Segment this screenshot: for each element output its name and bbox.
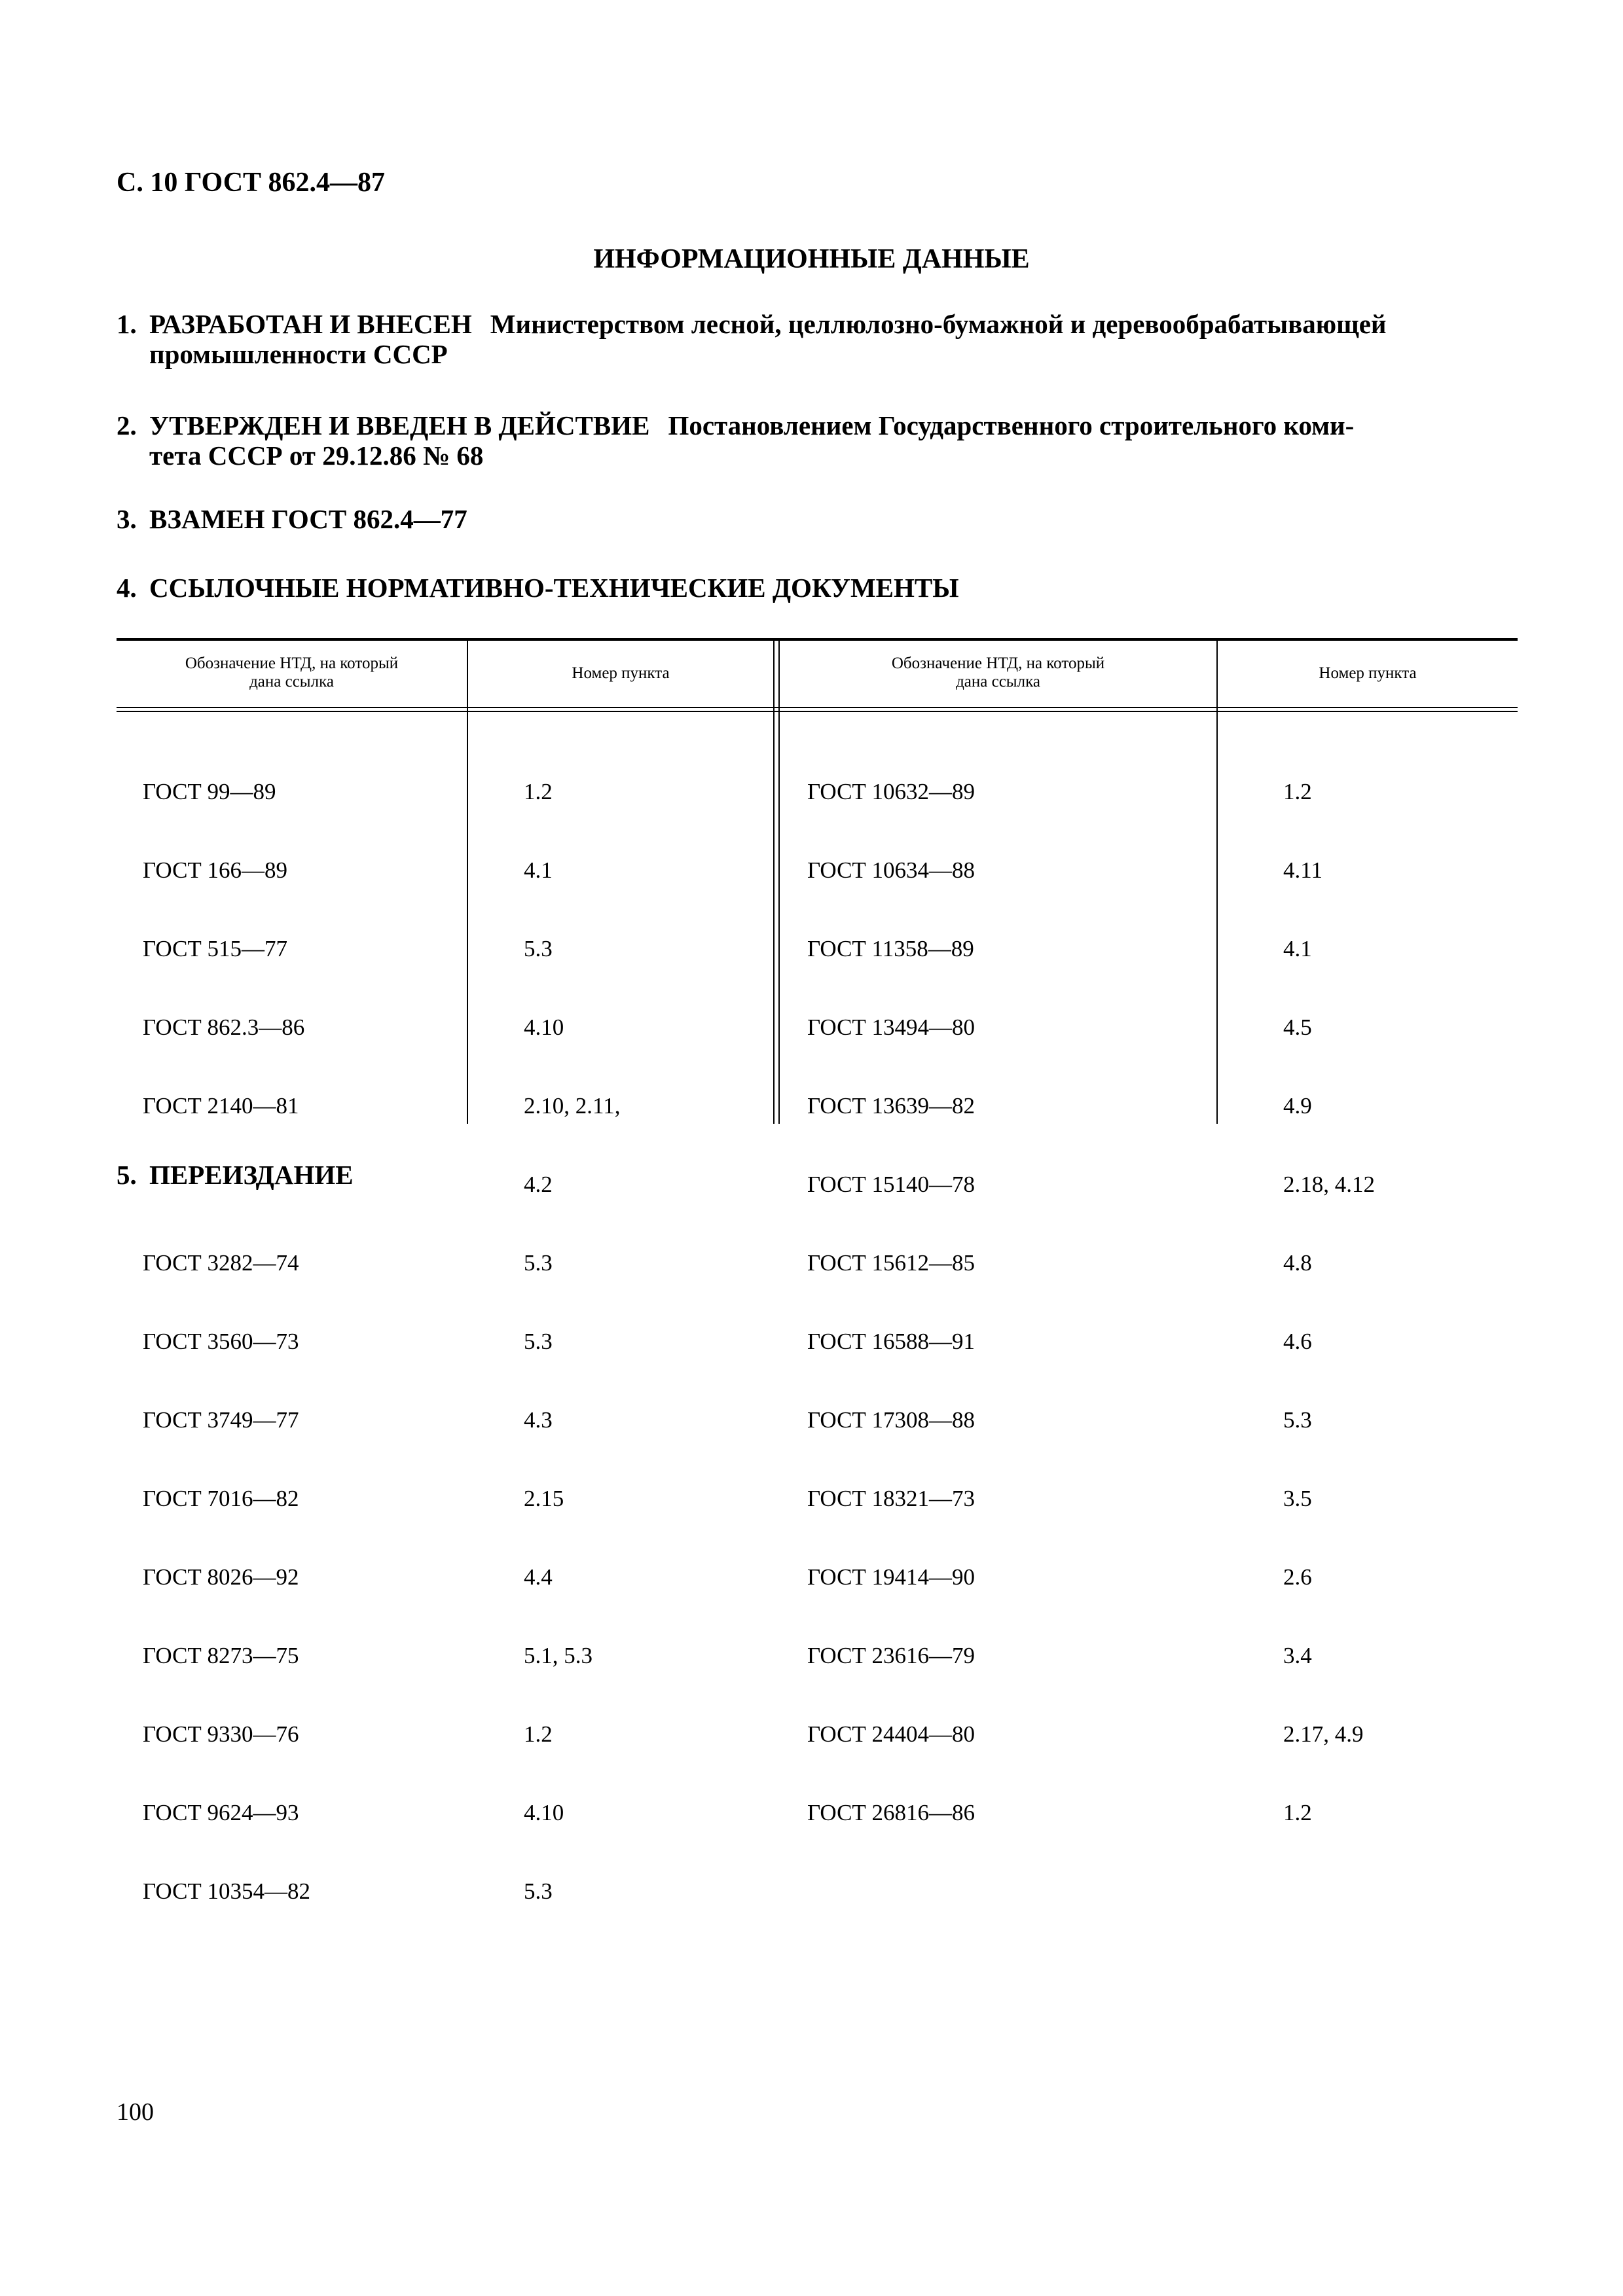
column-divider: [467, 641, 468, 1124]
table-top-rule: [117, 638, 1518, 641]
table-cell: 5.1, 5.3: [524, 1643, 593, 1668]
header-point-left: Номер пункта: [572, 664, 670, 682]
item-continuation: тета СССР от 29.12.86 № 68: [149, 440, 484, 471]
left-doc-column: [143, 726, 310, 1957]
table-cell: ГОСТ 13639—82: [807, 1093, 976, 1119]
header-rule: [117, 707, 1518, 708]
table-cell: ГОСТ 15140—78: [807, 1172, 976, 1197]
table-cell: 4.5: [1283, 1014, 1312, 1040]
item-number: 2.: [117, 410, 137, 440]
column-divider: [1216, 641, 1218, 1124]
table-cell: ГОСТ 9330—76: [143, 1721, 299, 1747]
table-cell: 4.10: [524, 1800, 564, 1825]
item-text: Постановлением Государственного строительного коми-: [668, 410, 1355, 440]
table-cell: ГОСТ 10634—88: [807, 857, 976, 883]
table-cell: ГОСТ 18321—73: [807, 1486, 976, 1511]
header-rule-double: [117, 711, 1518, 712]
table-cell: ГОСТ 17308—88: [807, 1407, 976, 1433]
table-cell: ГОСТ 3749—77: [143, 1407, 299, 1433]
table-cell: ГОСТ 11358—89: [807, 936, 974, 961]
table-cell: ГОСТ 3560—73: [143, 1329, 299, 1354]
table-cell: 4.9: [1283, 1093, 1312, 1119]
section-title: ИНФОРМАЦИОННЫЕ ДАННЫЕ: [593, 244, 1030, 274]
item-lead: УТВЕРЖДЕН И ВВЕДЕН В ДЕЙСТВИЕ: [149, 410, 650, 440]
table-cell: ГОСТ 166—89: [143, 857, 288, 883]
table-cell: 4.10: [524, 1014, 564, 1040]
table-cell: 5.3: [1283, 1407, 1312, 1433]
table-cell: ГОСТ 26816—86: [807, 1800, 976, 1825]
table-cell: 5.3: [524, 936, 553, 961]
table-cell: ГОСТ 8026—92: [143, 1564, 299, 1590]
column-divider-center: [773, 641, 775, 1124]
item-continuation: промышленности СССР: [149, 339, 448, 369]
header-point-right: Номер пункта: [1319, 664, 1417, 682]
info-item-2: [117, 410, 1518, 471]
item-lead: РАЗРАБОТАН И ВНЕСЕН: [149, 309, 472, 339]
table-cell: 3.5: [1283, 1486, 1312, 1511]
info-item-1: [117, 309, 1518, 369]
table-cell: ГОСТ 19414—90: [807, 1564, 976, 1590]
table-cell: ГОСТ 9624—93: [143, 1800, 299, 1825]
item-text: ВЗАМЕН ГОСТ 862.4—77: [149, 504, 467, 534]
page-number: 100: [117, 2098, 154, 2126]
item-number: 4.: [117, 573, 137, 603]
table-cell: ГОСТ 24404—80: [807, 1721, 976, 1747]
table-cell: ГОСТ 862.3—86: [143, 1014, 305, 1040]
item-text: ССЫЛОЧНЫЕ НОРМАТИВНО-ТЕХНИЧЕСКИЕ ДОКУМЕНТЫ: [149, 573, 959, 603]
table-cell: ГОСТ 8273—75: [143, 1643, 299, 1668]
table-cell: 3.4: [1283, 1643, 1312, 1668]
header-doc-left: Обозначение НТД, на который дана ссылка: [185, 655, 399, 691]
table-cell: 2.17, 4.9: [1283, 1721, 1364, 1747]
table-cell: 4.1: [524, 857, 553, 883]
table-cell: 2.6: [1283, 1564, 1312, 1590]
info-item-3: [117, 504, 1518, 534]
table-cell: 4.11: [1283, 857, 1322, 883]
table-cell: 4.8: [1283, 1250, 1312, 1276]
table-cell: 2.10, 2.11,: [524, 1093, 621, 1119]
table-cell: 4.2: [524, 1172, 553, 1197]
table-cell: 2.18, 4.12: [1283, 1172, 1375, 1197]
table-cell: 4.3: [524, 1407, 553, 1433]
table-cell: 1.2: [1283, 779, 1312, 804]
table-cell: ГОСТ 13494—80: [807, 1014, 976, 1040]
right-point-column: [1283, 726, 1375, 1878]
table-cell: ГОСТ 515—77: [143, 936, 288, 961]
table-cell: 5.3: [524, 1329, 553, 1354]
table-cell: 4.1: [1283, 936, 1312, 961]
header-doc-right: Обозначение НТД, на который дана ссылка: [891, 655, 1105, 691]
column-divider-center-double: [778, 641, 780, 1124]
table-cell: ГОСТ 7016—82: [143, 1486, 299, 1511]
table-cell: ГОСТ 10632—89: [807, 779, 976, 804]
table-cell: 1.2: [524, 1721, 553, 1747]
info-item-4: [117, 573, 1518, 603]
table-cell: ГОСТ 3282—74: [143, 1250, 299, 1276]
item-number: 3.: [117, 504, 137, 534]
left-point-column: [524, 726, 620, 1957]
table-cell: 4.4: [524, 1564, 553, 1590]
item-number: 1.: [117, 309, 137, 339]
table-cell: ГОСТ 16588—91: [807, 1329, 976, 1354]
table-cell: ГОСТ 10354—82: [143, 1878, 311, 1904]
right-doc-column: [807, 726, 975, 1878]
table-cell: ГОСТ 23616—79: [807, 1643, 976, 1668]
table-cell: 1.2: [1283, 1800, 1312, 1825]
item-text: Министерством лесной, целлюлозно-бумажной и деревообрабатывающей: [490, 309, 1387, 339]
table-cell: 5.3: [524, 1250, 553, 1276]
table-cell: 2.15: [524, 1486, 564, 1511]
table-cell: 4.6: [1283, 1329, 1312, 1354]
table-cell: 5.3: [524, 1878, 553, 1904]
table-cell: 1.2: [524, 779, 553, 804]
page-header: С. 10 ГОСТ 862.4—87: [117, 168, 386, 198]
table-cell: ГОСТ 99—89: [143, 779, 276, 804]
item-text: ПЕРЕИЗДАНИЕ: [149, 1160, 354, 1190]
info-item-5: [117, 1160, 1518, 1190]
table-cell: ГОСТ 2140—81: [143, 1093, 299, 1119]
table-cell: ГОСТ 15612—85: [807, 1250, 976, 1276]
item-number: 5.: [117, 1160, 137, 1190]
